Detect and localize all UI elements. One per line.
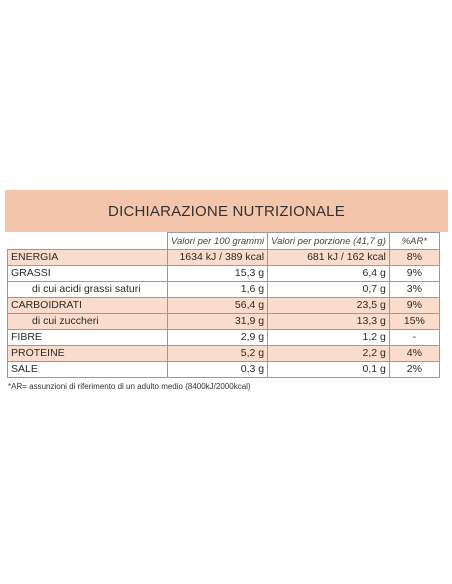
nutrient-name: di cui acidi grassi saturi <box>8 282 168 298</box>
value-per-100g: 56,4 g <box>168 298 268 314</box>
header-ar: %AR* <box>389 233 439 250</box>
label-title: DICHIARAZIONE NUTRIZIONALE <box>108 202 345 220</box>
nutrient-name: CARBOIDRATI <box>8 298 168 314</box>
value-ar: 9% <box>389 298 439 314</box>
value-per-portion: 13,3 g <box>268 314 390 330</box>
table-row-energia <box>8 250 440 266</box>
value-ar: 8% <box>389 250 439 266</box>
value-per-100g: 15,3 g <box>168 266 268 282</box>
value-per-portion: 23,5 g <box>268 298 390 314</box>
value-ar: 2% <box>389 362 439 378</box>
title-band <box>5 190 448 232</box>
value-per-100g: 5,2 g <box>168 346 268 362</box>
nutrient-name: di cui zuccheri <box>8 314 168 330</box>
nutrition-table <box>7 232 440 378</box>
value-per-100g: 2,9 g <box>168 330 268 346</box>
table-row-fibre <box>8 330 440 346</box>
value-per-100g: 0,3 g <box>168 362 268 378</box>
reference-intake-footnote: *AR= assunzioni di riferimento di un adulto medio (8400kJ/2000kcal) <box>8 382 251 391</box>
value-per-portion: 0,1 g <box>268 362 390 378</box>
value-ar: 15% <box>389 314 439 330</box>
value-ar: 9% <box>389 266 439 282</box>
nutrient-name: ENERGIA <box>8 250 168 266</box>
table-row-grassi <box>8 266 440 282</box>
header-per-portion: Valori per porzione (41,7 g) <box>268 233 390 250</box>
value-per-portion: 6,4 g <box>268 266 390 282</box>
value-per-portion: 0,7 g <box>268 282 390 298</box>
table-row-carboidrati <box>8 298 440 314</box>
value-per-100g: 1634 kJ / 389 kcal <box>168 250 268 266</box>
header-blank-cell <box>8 233 168 250</box>
value-ar: - <box>389 330 439 346</box>
header-per-100g: Valori per 100 grammi <box>168 233 268 250</box>
nutrient-name: SALE <box>8 362 168 378</box>
nutrient-name: PROTEINE <box>8 346 168 362</box>
table-row-proteine <box>8 346 440 362</box>
nutrient-name: GRASSI <box>8 266 168 282</box>
value-ar: 3% <box>389 282 439 298</box>
table-row-zuccheri <box>8 314 440 330</box>
table-row-sale <box>8 362 440 378</box>
table-row-saturi <box>8 282 440 298</box>
value-per-100g: 1,6 g <box>168 282 268 298</box>
value-per-100g: 31,9 g <box>168 314 268 330</box>
nutrient-name: FIBRE <box>8 330 168 346</box>
value-per-portion: 681 kJ / 162 kcal <box>268 250 390 266</box>
value-per-portion: 2,2 g <box>268 346 390 362</box>
table-header-row <box>8 233 440 250</box>
value-per-portion: 1,2 g <box>268 330 390 346</box>
value-ar: 4% <box>389 346 439 362</box>
nutrition-label <box>5 190 448 400</box>
